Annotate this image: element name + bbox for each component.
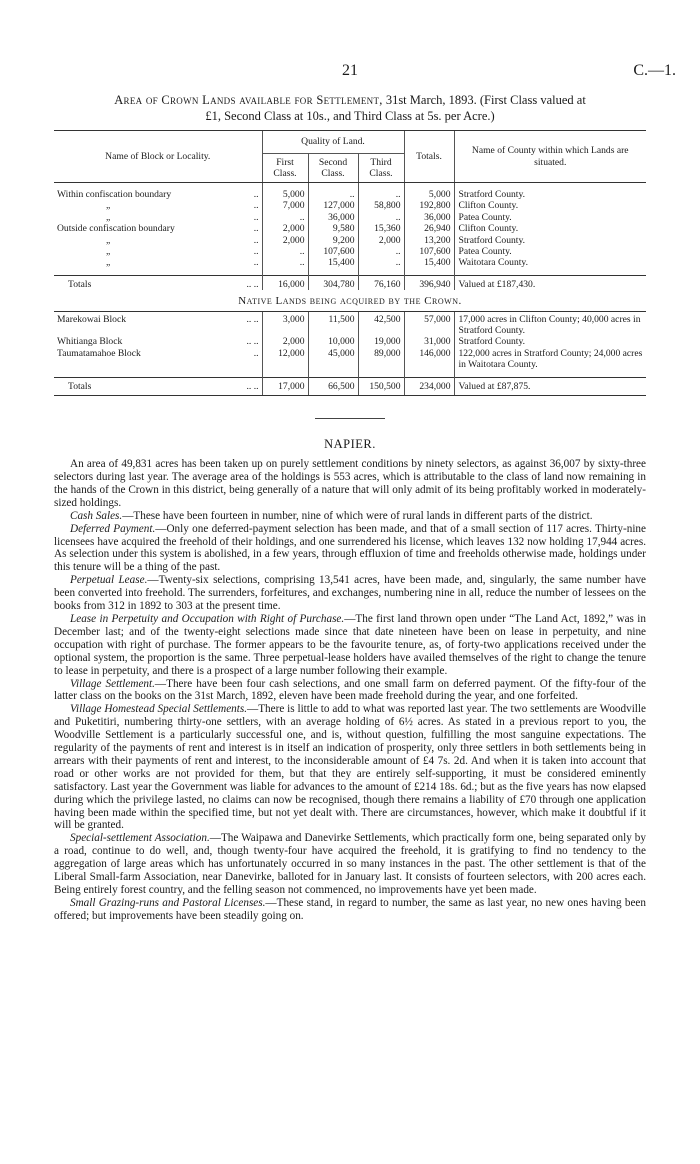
table-row: Within confiscation boundary .. 5,000 .. .. 5,000 Stratford County.	[54, 189, 646, 200]
report-body	[54, 458, 646, 923]
table-row: „ .. 7,000 127,000 58,800 192,800 Clifton County.	[54, 200, 646, 211]
section-title: NAPIER.	[324, 437, 376, 452]
block-name: Outside confiscation boundary	[57, 223, 175, 235]
title-line2: £1, Second Class at 10s., and Third Class at 5s. per Acre.)	[205, 109, 495, 123]
paragraph: Cash Sales.—These have been fourteen in number, nine of which were of rural lands in different parts of the district.	[70, 509, 593, 522]
paragraph: Perpetual Lease.—Twenty-six selections, comprising 13,541 acres, have been made, and, singularly, the same number have been converted into freehold. The surrenders, forfeitures, and exchanges, numbering nine in all, reduce the number of lessees on the books from 312 in 1892 to 303 at the present time.	[54, 574, 647, 613]
header-second: Second Class.	[308, 154, 358, 183]
document-code: C.—1.	[633, 62, 676, 79]
paragraph: Special-settlement Association.—The Waipawa and Danevirke Settlements, which practically form one, being separated only by a road, continue to do well, and, though twenty-four have acquired the freehold, it is gratifying to find no tendency to the aggregation of large areas which has unfortunately occurred in so many instances in the past. The other settlement is that of the Liberal Small-farm Association, near Danevirke, balloted for in January last. It consists of fourteen selectors, with 200 acres each. Being entirely forest country, and the felling season not commenced, no improvements have yet been made.	[54, 832, 646, 896]
table-row: Whitianga Block .. .. 2,000 10,000 19,000 31,000 Stratford County.	[54, 336, 646, 347]
block-name: Within confiscation boundary	[57, 189, 172, 200]
table-row: Marekowai Block .. .. 3,000 11,500 42,500 57,000 17,000 acres in Clifton County; 40,000 acres in Stratford County.	[54, 311, 646, 336]
paragraph: Village Homestead Special Settlements.—There is little to add to what was reported last year. The two settlements are Woodville and Puketitiri, numbering thirty-one settlers, with an average holding of 6½ acres. As stated in a previous report to you, the Woodville Settlement is a particularly successful one, and is, without question, fulfilling the most sanguine expectations. The regularity of the payments of rent and interest is in itself an indication of prosperity, only three settlers in both settlements being in arrears with their payments of rent and interest, to the inconsiderable amount of £4 7s. 2d. And when it is taken into account that road or other works are not provided for them, but that they are entirely self-supporting, it must be considered eminently satisfactory. Last year the Government was liable for advances to the amount of £214 18s. 6d.; but as the five years has now elapsed during which the privilege lasted, no claims can now be recognised, though there remains a liability of £70 through one application having been made within the specified time, but not yet dealt with. There are circumstances, however, which make it doubtful if it will be granted.	[54, 703, 646, 832]
header-quality: Quality of Land.	[262, 131, 404, 154]
paragraph: Lease in Perpetuity and Occupation with Right of Purchase.—The first land thrown open under “The Land Act, 1892,” was in December last; and of the twenty-eight selections made since that date nineteen have been on lease in perpetuity, and nine occupation with right of purchase. The former appears to be the favourite tenure, as, of forty-two applications received under the optional system, the proportion is the same. Three perpetual-lease holders have availed themselves of the right to change the tenure to lease in perpetuity, and there is a prospect of a large number following their example.	[54, 612, 646, 677]
section-divider	[315, 418, 385, 419]
table-row: „ .. 2,000 9,200 2,000 13,200 Stratford County.	[54, 235, 646, 246]
table-row: Outside confiscation boundary .. 2,000 9,580 15,360 26,940 Clifton County.	[54, 223, 646, 234]
title-smallcaps: Area of Crown Lands available for Settlement,	[114, 93, 383, 107]
table-row: „ .. .. 15,400 .. 15,400 Waitotara County.	[54, 257, 646, 268]
totals-row: Totals .. .. 16,000 304,780 76,160 396,940 Valued at £187,430.	[54, 275, 646, 290]
page-header	[54, 54, 676, 84]
header-county: Name of County within which Lands are situated.	[454, 131, 646, 183]
header-block: Name of Block or Locality.	[54, 131, 262, 183]
table-row: „ .. .. 36,000 .. 36,000 Patea County.	[54, 212, 646, 223]
totals-row: Totals .. .. 17,000 66,500 150,500 234,000 Valued at £87,875.	[54, 377, 646, 395]
header-first: First Class.	[262, 154, 308, 183]
paragraph: Deferred Payment.—Only one deferred-payment selection has been made, and that of a small section of 117 acres. Thirty-nine licensees have acquired the freehold of their holdings, and one surrendered his license, which leaves 132 now holding 17,944 acres. As selection under this system is abolished, in a few years, through effluxion of time and freeholds otherwise made, holdings under this tenure will be a thing of the past.	[54, 522, 646, 574]
document-page	[54, 54, 676, 923]
header-totals: Totals.	[404, 131, 454, 183]
header-third: Third Class.	[358, 154, 404, 183]
paragraph: Village Settlement.—There have been four cash selections, and one small farm on deferred payment. Of the fifty-four of the latter class on the books on the 31st March, 1892, eleven have been made freehold during the year, and one forfeited.	[54, 677, 646, 703]
table-title	[54, 92, 646, 124]
paragraph: An area of 49,831 acres has been taken up on purely settlement conditions by ninety selectors, as against 36,007 by sixty-three selectors during last year. The average area of the holdings is 553 acres, which is attributable to the class of land now remaining in the hands of the Crown in this district, being generally of a nature that will only admit of its being profitably worked in moderately-sized holdings.	[54, 458, 646, 509]
table-row: Taumatamahoe Block .. 12,000 45,000 89,000 146,000 122,000 acres in Stratford County; 24,000 acres in Waitotara County.	[54, 348, 646, 371]
paragraph: Small Grazing-runs and Pastoral Licenses.—These stand, in regard to number, the same as last year, no new ones having been offered; but improvements have been steadily going on.	[54, 896, 646, 922]
table-row: „ .. .. 107,600 .. 107,600 Patea County.	[54, 246, 646, 257]
title-line1-rest: 31st March, 1893. (First Class valued at	[382, 93, 586, 107]
native-lands-heading: Native Lands being acquired by the Crown.	[238, 295, 462, 308]
page-number: 21	[342, 62, 358, 79]
crown-lands-table	[54, 130, 646, 396]
